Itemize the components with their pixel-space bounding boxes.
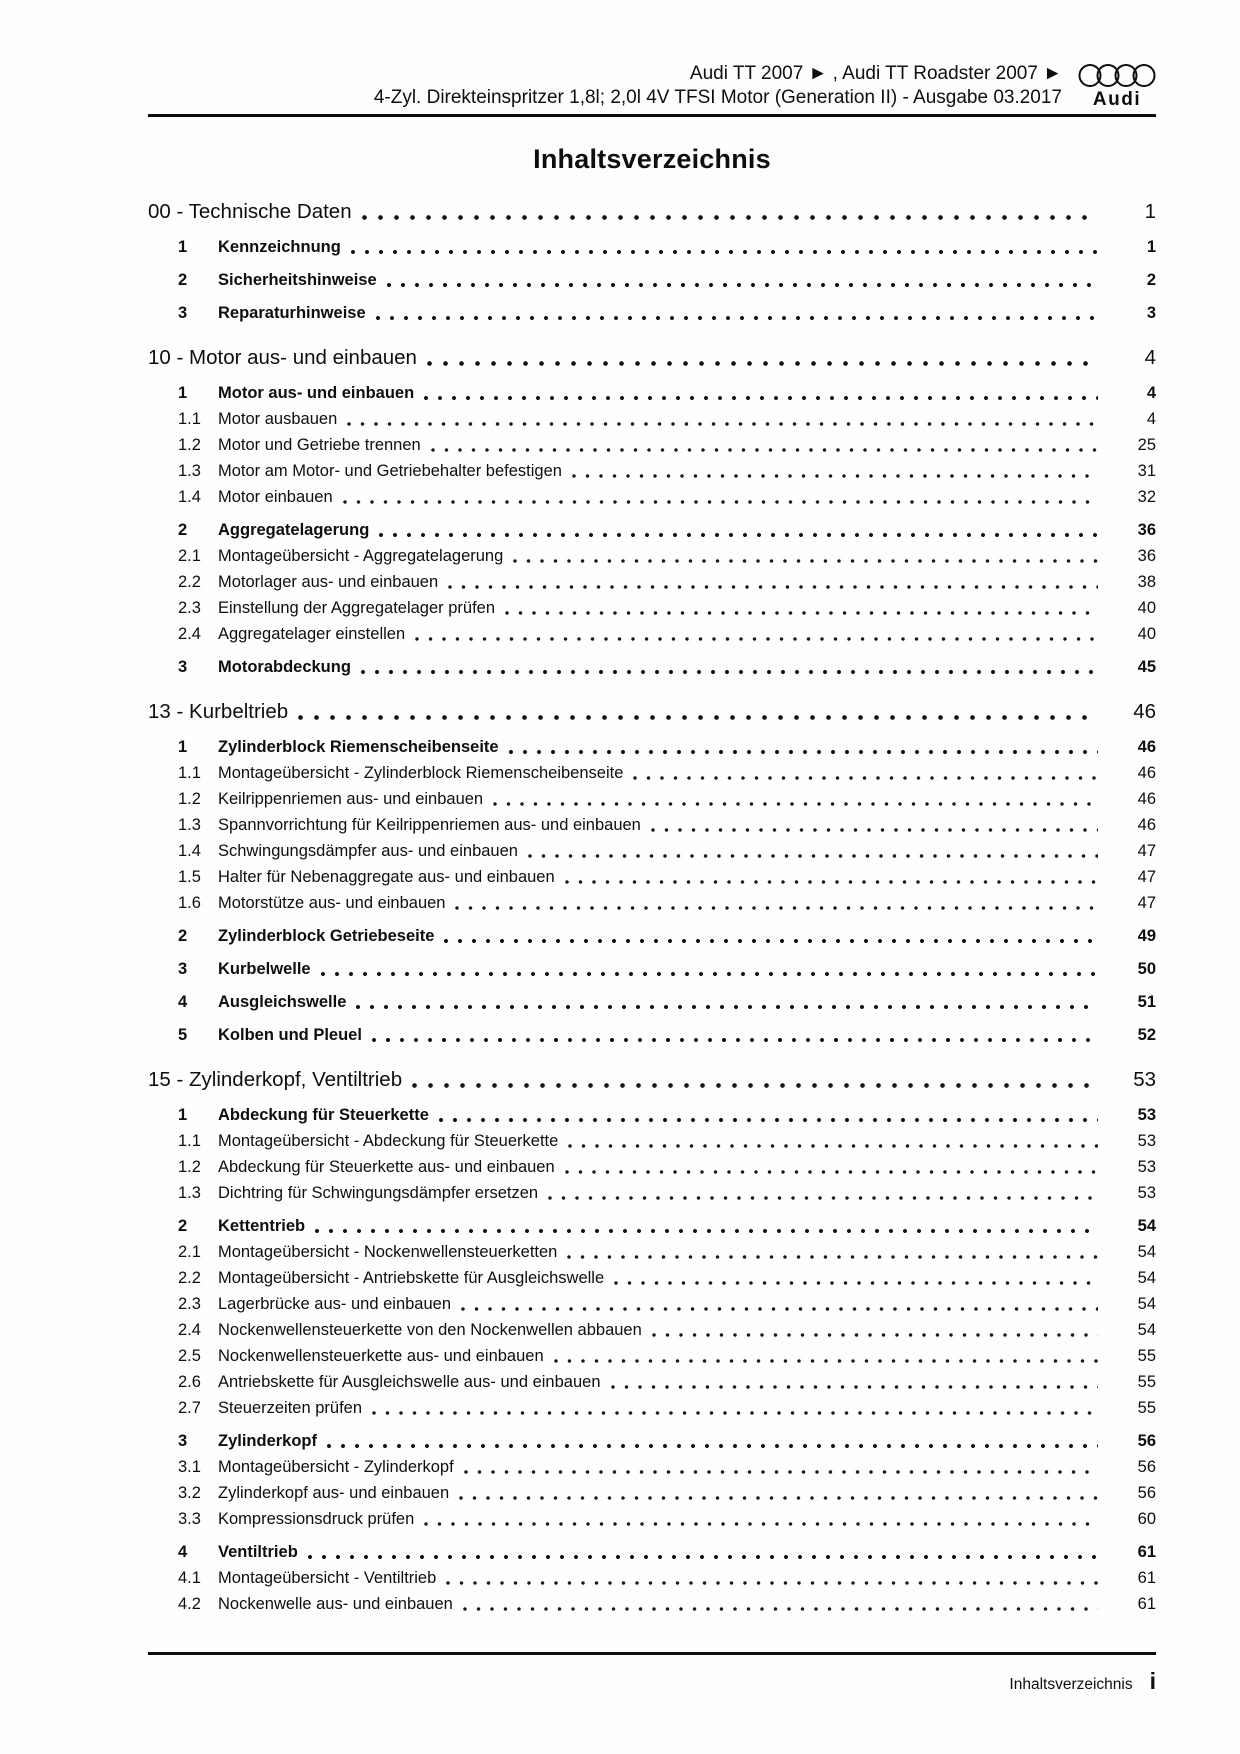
toc-entry-row — [148, 1265, 1156, 1291]
toc-entry-label: Kolben und Pleuel — [218, 1026, 362, 1044]
toc-page-number: 4 — [1146, 410, 1156, 428]
footer-page-number: i — [1149, 1668, 1156, 1694]
toc-page-number: 56 — [1137, 1458, 1156, 1476]
page-title: Inhaltsverzeichnis — [533, 144, 771, 174]
toc-page-number: 47 — [1137, 842, 1156, 860]
toc-entry-number: 2 — [178, 271, 188, 289]
toc-page-number: 3 — [1146, 304, 1156, 322]
toc-entry-row — [148, 786, 1156, 812]
toc-page-number: 53 — [1137, 1106, 1156, 1124]
toc-page-number: 53 — [1133, 1068, 1156, 1091]
toc-entry-number: 1.1 — [178, 410, 201, 428]
toc-entry-label: Aggregatelager einstellen — [218, 625, 406, 643]
toc-entry-label: Nockenwellensteuerkette aus- und einbauen — [218, 1347, 544, 1365]
toc-entry-number: 2.4 — [178, 625, 201, 643]
toc-entry-row — [148, 1343, 1156, 1369]
toc-page-number: 4 — [1144, 346, 1156, 369]
dot-leader — [320, 971, 1098, 977]
toc-entry-label: Motorabdeckung — [218, 658, 351, 676]
dot-leader — [458, 1495, 1098, 1501]
toc-entry-number: 1.2 — [178, 1158, 201, 1176]
dot-leader — [307, 1554, 1098, 1560]
toc-entry-number: 2 — [178, 521, 188, 539]
toc-entry-label: Reparaturhinweise — [218, 304, 366, 322]
toc-entry-number: 3 — [178, 658, 188, 676]
dot-leader — [426, 360, 1098, 367]
toc-entry-number: 2.7 — [178, 1399, 201, 1417]
toc-entry-row — [148, 734, 1156, 760]
toc-entry-number: 2.2 — [178, 573, 201, 591]
toc-entry-number: 1 — [178, 738, 188, 756]
toc-entry-number: 3 — [178, 304, 188, 322]
toc-entry-number: 2.1 — [178, 1243, 201, 1261]
dot-leader — [375, 315, 1098, 321]
dot-leader — [360, 669, 1098, 675]
toc-entry-row — [148, 1428, 1156, 1454]
toc-page-number: 53 — [1137, 1132, 1156, 1150]
toc-entry-number: 1.3 — [178, 1184, 201, 1202]
toc-chapter-label: 10 - Motor aus- und einbauen — [148, 346, 417, 369]
dot-leader — [632, 775, 1098, 781]
toc-entry-row — [148, 989, 1156, 1015]
toc-entry-number: 4.2 — [178, 1595, 201, 1613]
toc-entry-label: Zylinderkopf — [218, 1432, 318, 1450]
toc-page-number: 4 — [1146, 384, 1156, 402]
toc-entry-label: Motorlager aus- und einbauen — [218, 573, 439, 591]
header-text — [374, 62, 1062, 110]
dot-leader — [346, 421, 1098, 427]
toc-entry-number: 1 — [178, 1106, 188, 1124]
toc-entry-number: 3 — [178, 1432, 188, 1450]
toc-page-number: 40 — [1137, 625, 1156, 643]
toc-entry-number: 2 — [178, 1217, 188, 1235]
toc-entry-row — [148, 838, 1156, 864]
toc-entry-row — [148, 380, 1156, 406]
toc-entry-number: 1.6 — [178, 894, 201, 912]
toc-entry-number: 1.2 — [178, 790, 201, 808]
toc-entry-label: Halter für Nebenaggregate aus- und einbauen — [218, 868, 555, 886]
toc-entry-label: Montageübersicht - Abdeckung für Steuerkette — [218, 1132, 559, 1150]
table-of-contents — [148, 197, 1156, 1617]
dot-leader — [547, 1195, 1098, 1201]
dot-leader — [361, 214, 1098, 221]
toc-page-number: 55 — [1137, 1399, 1156, 1417]
toc-chapter-label: 13 - Kurbeltrieb — [148, 700, 289, 723]
dot-leader — [411, 1082, 1098, 1089]
dot-leader — [504, 610, 1098, 616]
toc-entry-number: 1.1 — [178, 764, 201, 782]
toc-entry-number: 5 — [178, 1026, 188, 1044]
dot-leader — [508, 749, 1098, 755]
toc-entry-number: 3.1 — [178, 1458, 201, 1476]
toc-page-number: 54 — [1137, 1295, 1156, 1313]
toc-entry-label: Abdeckung für Steuerkette aus- und einbauen — [218, 1158, 555, 1176]
toc-entry-label: Zylinderblock Riemenscheibenseite — [218, 738, 499, 756]
toc-entry-label: Motor und Getriebe trennen — [218, 436, 421, 454]
dot-leader — [326, 1443, 1098, 1449]
toc-entry-number: 1.2 — [178, 436, 201, 454]
toc-page-number: 25 — [1137, 436, 1156, 454]
toc-entry-number: 1 — [178, 238, 188, 256]
dot-leader — [651, 1332, 1098, 1338]
toc-page-number: 1 — [1146, 238, 1156, 256]
toc-entry-row — [148, 1565, 1156, 1591]
toc-entry-row — [148, 458, 1156, 484]
dot-leader — [355, 1004, 1098, 1010]
toc-page-number: 49 — [1137, 927, 1156, 945]
toc-entry-number: 1.1 — [178, 1132, 201, 1150]
page-header — [148, 62, 1156, 110]
toc-entry-number: 2.2 — [178, 1269, 201, 1287]
toc-entry-row — [148, 760, 1156, 786]
dot-leader — [571, 473, 1098, 479]
dot-leader — [447, 584, 1098, 590]
toc-page-number: 46 — [1137, 816, 1156, 834]
toc-page-number: 32 — [1137, 488, 1156, 506]
toc-entry-number: 1.5 — [178, 868, 201, 886]
toc-entry-row — [148, 234, 1156, 260]
toc-page-number: 56 — [1137, 1432, 1156, 1450]
toc-page-number: 36 — [1137, 547, 1156, 565]
toc-entry-label: Ausgleichswelle — [218, 993, 347, 1011]
toc-page-number: 55 — [1137, 1347, 1156, 1365]
audi-wordmark: Audi — [1092, 89, 1142, 110]
toc-page-number: 46 — [1137, 738, 1156, 756]
toc-page-number: 38 — [1137, 573, 1156, 591]
toc-entry-row — [148, 1239, 1156, 1265]
toc-entry-number: 1 — [178, 384, 188, 402]
dot-leader — [342, 499, 1098, 505]
dot-leader — [371, 1410, 1098, 1416]
dot-leader — [610, 1384, 1099, 1390]
toc-entry-label: Sicherheitshinweise — [218, 271, 377, 289]
toc-entry-number: 2 — [178, 927, 188, 945]
toc-page-number: 1 — [1144, 200, 1156, 223]
toc-entry-row — [148, 923, 1156, 949]
toc-entry-row — [148, 1102, 1156, 1128]
dot-leader — [423, 395, 1098, 401]
toc-entry-label: Kurbelwelle — [218, 960, 311, 978]
toc-page-number: 60 — [1137, 1510, 1156, 1528]
toc-page-number: 46 — [1137, 764, 1156, 782]
toc-entry-label: Kettentrieb — [218, 1217, 306, 1235]
toc-page-number: 53 — [1137, 1184, 1156, 1202]
toc-page-number: 54 — [1137, 1321, 1156, 1339]
dot-leader — [564, 1169, 1098, 1175]
toc-page-number: 31 — [1137, 462, 1156, 480]
toc-entry-label: Nockenwellensteuerkette von den Nockenwellen abbauen — [218, 1321, 642, 1339]
toc-entry-label: Spannvorrichtung für Keilrippenriemen aus- und einbauen — [218, 816, 641, 834]
page-footer — [148, 1668, 1156, 1695]
toc-entry-row — [148, 654, 1156, 680]
toc-entry-label: Montageübersicht - Zylinderblock Riemenscheibenseite — [218, 764, 624, 782]
toc-entry-row — [148, 1213, 1156, 1239]
dot-leader — [650, 827, 1098, 833]
toc-entry-label: Zylinderkopf aus- und einbauen — [218, 1484, 450, 1502]
toc-entry-row — [148, 300, 1156, 326]
toc-entry-number: 2.3 — [178, 599, 201, 617]
toc-entry-number: 3.3 — [178, 1510, 201, 1528]
toc-entry-label: Nockenwelle aus- und einbauen — [218, 1595, 453, 1613]
toc-entry-row — [148, 569, 1156, 595]
toc-entry-number: 4 — [178, 993, 188, 1011]
toc-page-number: 40 — [1137, 599, 1156, 617]
dot-leader — [564, 879, 1098, 885]
toc-entry-number: 2.4 — [178, 1321, 201, 1339]
toc-entry-label: Kennzeichnung — [218, 238, 341, 256]
dot-leader — [460, 1306, 1098, 1312]
toc-entry-row — [148, 1480, 1156, 1506]
dot-leader — [462, 1606, 1098, 1612]
toc-page-number: 45 — [1137, 658, 1156, 676]
toc-entry-row — [148, 1591, 1156, 1617]
header-engine-line: 4-Zyl. Direkteinspritzer 1,8l; 2,0l 4V TFSI Motor (Generation II) - Ausgabe 03.2017 — [373, 87, 1062, 108]
toc-page-number: 61 — [1137, 1569, 1156, 1587]
toc-entry-label: Motorstütze aus- und einbauen — [218, 894, 446, 912]
toc-page-number: 52 — [1137, 1026, 1156, 1044]
toc-entry-label: Antriebskette für Ausgleichswelle aus- und einbauen — [218, 1373, 601, 1391]
footer-label: Inhaltsverzeichnis — [1009, 1676, 1133, 1693]
toc-entry-row — [148, 1128, 1156, 1154]
toc-chapter-label: 00 - Technische Daten — [148, 200, 352, 223]
toc-page-number: 50 — [1137, 960, 1156, 978]
toc-entry-row — [148, 484, 1156, 510]
toc-entry-label: Montageübersicht - Zylinderkopf — [218, 1458, 454, 1476]
toc-page-number: 56 — [1137, 1484, 1156, 1502]
toc-entry-row — [148, 1539, 1156, 1565]
dot-leader — [527, 853, 1098, 859]
toc-entry-row — [148, 890, 1156, 916]
toc-chapter-row — [148, 343, 1156, 373]
toc-entry-label: Lagerbrücke aus- und einbauen — [218, 1295, 452, 1313]
dot-leader — [613, 1280, 1098, 1286]
toc-page-number: 53 — [1137, 1158, 1156, 1176]
dot-leader — [566, 1254, 1098, 1260]
toc-entry-row — [148, 1291, 1156, 1317]
toc-entry-row — [148, 1369, 1156, 1395]
toc-entry-label: Motor am Motor- und Getriebehalter befestigen — [218, 462, 562, 480]
toc-entry-row — [148, 1506, 1156, 1532]
toc-chapter-label: 15 - Zylinderkopf, Ventiltrieb — [148, 1068, 403, 1091]
toc-entry-row — [148, 1180, 1156, 1206]
dot-leader — [371, 1037, 1098, 1043]
toc-entry-row — [148, 621, 1156, 647]
toc-page-number: 61 — [1137, 1595, 1156, 1613]
toc-entry-number: 2.1 — [178, 547, 201, 565]
toc-entry-row — [148, 267, 1156, 293]
toc-entry-number: 2.6 — [178, 1373, 201, 1391]
toc-entry-number: 3.2 — [178, 1484, 201, 1502]
toc-entry-row — [148, 812, 1156, 838]
dot-leader — [423, 1521, 1098, 1527]
toc-entry-row — [148, 864, 1156, 890]
toc-chapter-row — [148, 197, 1156, 227]
dot-leader — [386, 282, 1098, 288]
toc-entry-label: Schwingungsdämpfer aus- und einbauen — [218, 842, 518, 860]
toc-entry-number: 1.3 — [178, 462, 201, 480]
toc-entry-row — [148, 1022, 1156, 1048]
toc-entry-label: Ventiltrieb — [218, 1543, 298, 1561]
toc-entry-label: Aggregatelagerung — [218, 521, 370, 539]
toc-page-number: 36 — [1137, 521, 1156, 539]
toc-page-number: 47 — [1137, 894, 1156, 912]
toc-entry-label: Montageübersicht - Ventiltrieb — [218, 1569, 437, 1587]
toc-entry-number: 2.5 — [178, 1347, 201, 1365]
toc-entry-row — [148, 1154, 1156, 1180]
header-rule — [148, 114, 1156, 117]
dot-leader — [430, 447, 1098, 453]
toc-entry-number: 1.4 — [178, 842, 201, 860]
dot-leader — [414, 636, 1098, 642]
dot-leader — [553, 1358, 1098, 1364]
toc-entry-row — [148, 595, 1156, 621]
toc-entry-label: Dichtring für Schwingungsdämpfer ersetzen — [218, 1184, 539, 1202]
toc-page-number: 54 — [1137, 1269, 1156, 1287]
toc-entry-row — [148, 432, 1156, 458]
toc-entry-row — [148, 1454, 1156, 1480]
toc-entry-row — [148, 543, 1156, 569]
dot-leader — [314, 1228, 1098, 1234]
toc-entry-label: Zylinderblock Getriebeseite — [218, 927, 435, 945]
toc-chapter-row — [148, 1065, 1156, 1095]
dot-leader — [567, 1143, 1098, 1149]
toc-page-number: 61 — [1137, 1543, 1156, 1561]
toc-page-number: 55 — [1137, 1373, 1156, 1391]
toc-entry-row — [148, 1395, 1156, 1421]
dot-leader — [297, 714, 1098, 721]
toc-entry-label: Montageübersicht - Antriebskette für Ausgleichswelle — [218, 1269, 605, 1287]
toc-page-number: 46 — [1137, 790, 1156, 808]
toc-entry-number: 4.1 — [178, 1569, 201, 1587]
toc-page-number: 2 — [1146, 271, 1156, 289]
toc-page-number: 54 — [1137, 1243, 1156, 1261]
toc-page-number: 51 — [1137, 993, 1156, 1011]
toc-entry-label: Steuerzeiten prüfen — [218, 1399, 363, 1417]
toc-entry-number: 1.4 — [178, 488, 201, 506]
footer-rule — [148, 1652, 1156, 1655]
dot-leader — [350, 249, 1098, 255]
toc-entry-label: Keilrippenriemen aus- und einbauen — [218, 790, 484, 808]
toc-entry-label: Einstellung der Aggregatelager prüfen — [218, 599, 496, 617]
toc-entry-label: Kompressionsdruck prüfen — [218, 1510, 415, 1528]
dot-leader — [463, 1469, 1098, 1475]
toc-entry-number: 4 — [178, 1543, 188, 1561]
toc-entry-label: Motor einbauen — [218, 488, 333, 506]
audi-rings-icon — [1078, 62, 1156, 89]
toc-entry-number: 1.3 — [178, 816, 201, 834]
toc-entry-number: 3 — [178, 960, 188, 978]
dot-leader — [378, 532, 1098, 538]
toc-page-number: 46 — [1133, 700, 1156, 723]
toc-entry-label: Motor ausbauen — [218, 410, 338, 428]
header-model-line: Audi TT 2007 ► , Audi TT Roadster 2007 ► — [689, 63, 1062, 84]
toc-entry-label: Motor aus- und einbauen — [218, 384, 415, 402]
toc-entry-row — [148, 956, 1156, 982]
toc-page-number: 54 — [1137, 1217, 1156, 1235]
dot-leader — [438, 1117, 1098, 1123]
toc-entry-label: Montageübersicht - Aggregatelagerung — [218, 547, 504, 565]
toc-entry-row — [148, 1317, 1156, 1343]
toc-chapter-row — [148, 697, 1156, 727]
toc-entry-label: Montageübersicht - Nockenwellensteuerketten — [218, 1243, 558, 1261]
audi-logo — [1078, 62, 1156, 109]
toc-entry-number: 2.3 — [178, 1295, 201, 1313]
toc-entry-row — [148, 406, 1156, 432]
dot-leader — [492, 801, 1098, 807]
toc-page-number: 47 — [1137, 868, 1156, 886]
toc-entry-row — [148, 517, 1156, 543]
dot-leader — [512, 558, 1098, 564]
dot-leader — [445, 1580, 1098, 1586]
dot-leader — [443, 938, 1098, 944]
dot-leader — [454, 905, 1098, 911]
toc-entry-label: Abdeckung für Steuerkette — [218, 1106, 429, 1124]
